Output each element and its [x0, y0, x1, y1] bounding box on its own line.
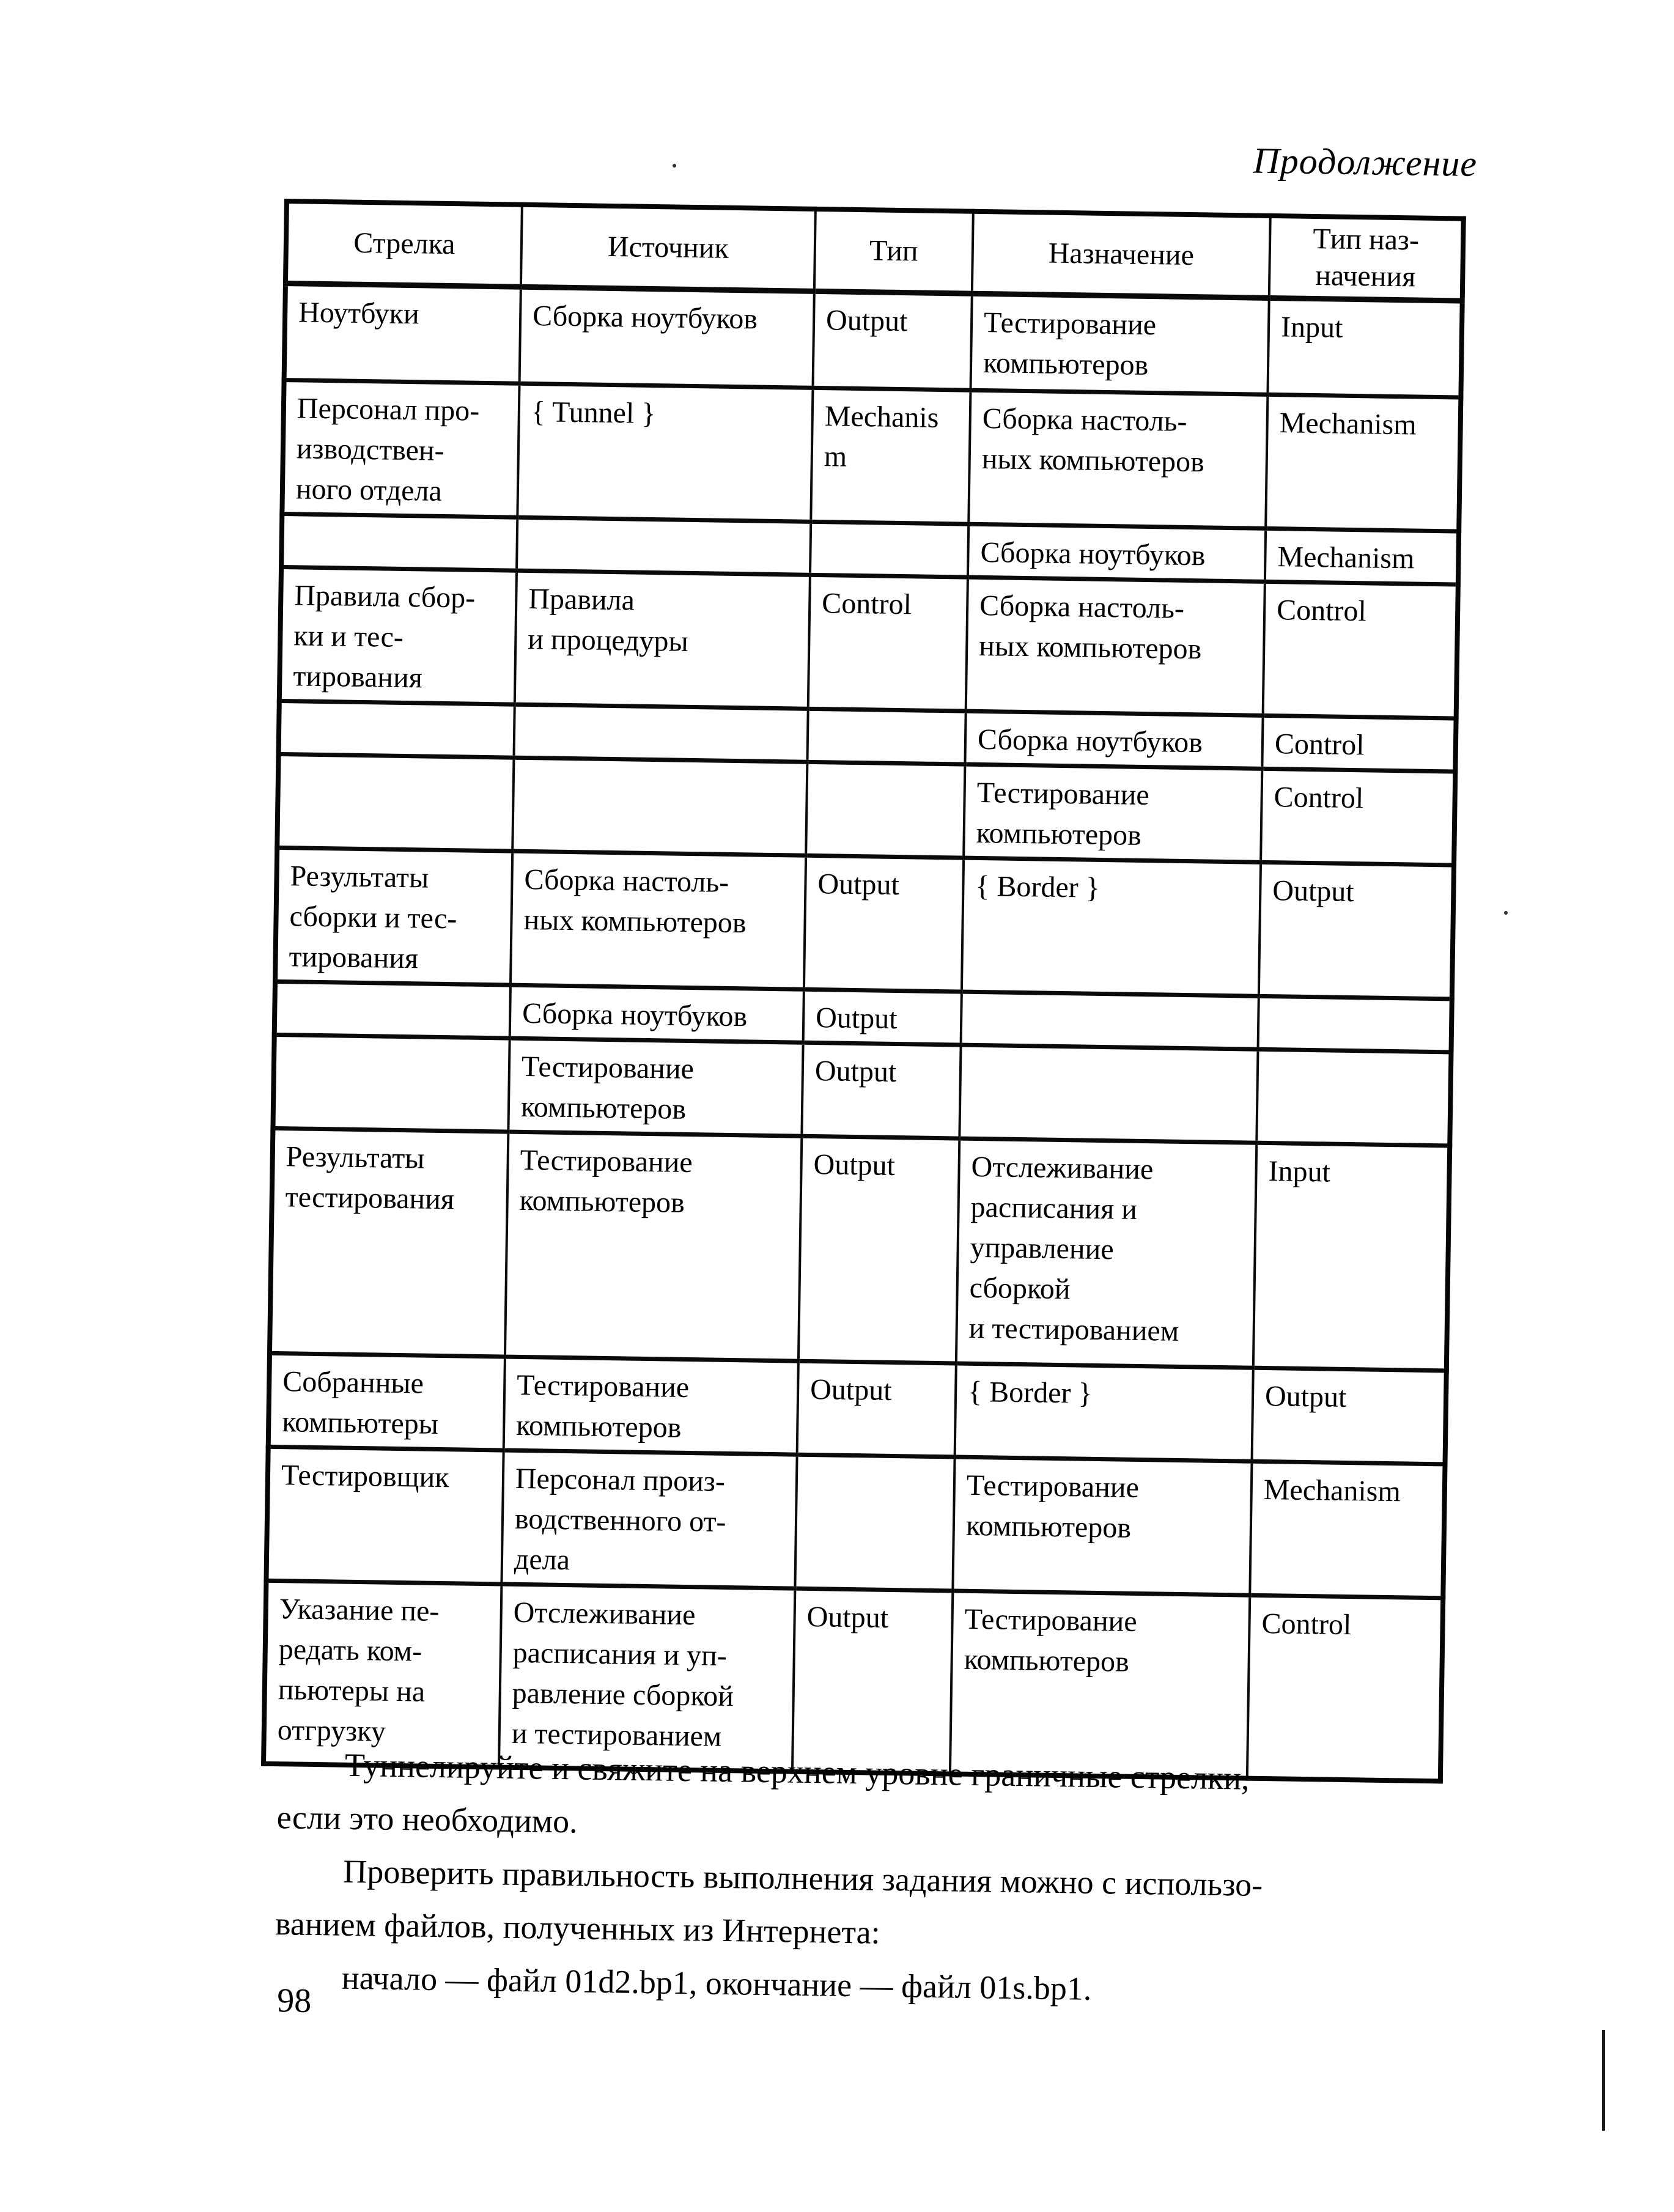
table-cell: Сборка настоль- ных компьютеров — [511, 851, 806, 989]
table-cell: Сборка ноутбуков — [968, 524, 1266, 581]
table-cell: Mechanism — [1265, 528, 1459, 584]
body-text — [274, 1738, 1458, 2021]
table-cell: Сборка настоль- ных компьютеров — [968, 390, 1267, 528]
table-cell: Output — [813, 291, 972, 390]
table-cell: Сборка настоль- ных компьютеров — [966, 577, 1265, 715]
table-row — [270, 1128, 1450, 1371]
table-cell — [810, 522, 968, 577]
table-cell: Правила и процедуры — [515, 570, 810, 709]
column-header-source: Источник — [521, 205, 816, 291]
paragraph: начало — файл 01d2.bp1, окончание — файл 01s.bp1. — [341, 1959, 1092, 2007]
table-cell: Control — [1262, 715, 1456, 772]
table-cell: Правила сбор- ки и тес- тирования — [279, 567, 517, 704]
table-cell: Output — [802, 1042, 961, 1138]
table-row — [282, 380, 1461, 531]
table-cell: Тестирование компьютеров — [953, 1456, 1252, 1594]
table-cell: Собранные компьютеры — [268, 1353, 505, 1450]
scan-artifact — [673, 164, 676, 168]
table-cell: Control — [1261, 769, 1455, 865]
table-cell: Тестирование компьютеров — [505, 1132, 802, 1361]
column-header-type: Тип — [814, 209, 973, 293]
table-cell: Mechanism — [1250, 1461, 1445, 1598]
table-cell: Тестирование компьютеров — [504, 1357, 798, 1454]
table-cell — [1256, 1049, 1451, 1146]
column-header-destination-type: Тип наз- начения — [1269, 216, 1464, 301]
table-cell: Сборка ноутбуков — [510, 985, 804, 1042]
table-cell: Output — [1252, 1368, 1447, 1464]
scan-artifact — [1504, 911, 1508, 915]
table-cell: Control — [1247, 1595, 1443, 1782]
table-row — [284, 283, 1462, 397]
table-cell: { Tunnel } — [517, 383, 813, 522]
column-header-arrow: Стрелка — [286, 201, 522, 287]
page-number: 98 — [276, 1982, 312, 2020]
table-cell — [275, 981, 511, 1038]
table-cell: Персонал произ- водственного от- дела — [501, 1450, 797, 1588]
table-cell — [795, 1454, 954, 1591]
paragraph: Проверить правильность выполнения задания можно с использо- ванием файлов, полученных из Интернета: — [275, 1853, 1263, 1951]
table-cell — [277, 754, 514, 851]
table-cell: { Border } — [955, 1363, 1253, 1461]
table-cell: Ноутбуки — [284, 283, 521, 383]
table-cell: Тестирование компьютеров — [964, 764, 1262, 862]
table-cell: Output — [803, 989, 962, 1045]
table-cell — [959, 1045, 1258, 1143]
table-cell — [281, 514, 517, 570]
table-cell: Тестирование компьютеров — [970, 293, 1269, 394]
table-cell: Mechanism — [1266, 394, 1461, 531]
table-cell — [279, 701, 515, 758]
table-row — [277, 754, 1455, 865]
table-cell: Сборка ноутбуков — [520, 287, 814, 388]
table-cell: { Border } — [962, 858, 1261, 996]
table-row — [275, 847, 1454, 999]
table-cell — [514, 704, 808, 762]
table-cell: Output — [798, 1136, 959, 1363]
table-row — [266, 1447, 1445, 1598]
table-cell: Отслеживание расписания и управление сборкой и тестированием — [956, 1138, 1256, 1368]
arrows-table — [261, 199, 1466, 1783]
table-cell — [512, 758, 807, 855]
table-cell: Сборка ноутбуков — [965, 711, 1263, 769]
table-cell: Control — [808, 575, 968, 711]
table-cell: Результаты тестирования — [270, 1128, 508, 1357]
table-cell: Input — [1253, 1143, 1450, 1371]
table-cell: Input — [1267, 298, 1462, 397]
table-row — [268, 1353, 1447, 1464]
table-cell: Control — [1263, 581, 1458, 718]
continuation-heading: Продолжение — [1253, 140, 1478, 184]
table-cell: Output — [804, 855, 964, 992]
paragraph: Туннелируйте и свяжите на верхнем уровне граничные стрелки, если это необходимо. — [276, 1746, 1250, 1840]
table-cell: Указание пе- редать ком- пьютеры на отгрузку — [264, 1580, 501, 1768]
table-cell — [517, 517, 811, 575]
table-cell — [806, 762, 965, 858]
table-cell: Отслеживание расписания и уп- равление сборкой и тестированием — [499, 1584, 795, 1772]
table-cell: Output — [797, 1361, 956, 1457]
table-cell: Output — [1259, 862, 1454, 999]
table-cell — [961, 992, 1259, 1049]
table-row — [279, 567, 1458, 718]
table-cell: Mechanis m — [811, 388, 970, 524]
table-row — [273, 1034, 1451, 1146]
table-cell: Тестировщик — [266, 1447, 503, 1584]
table-cell — [273, 1034, 509, 1132]
table-cell — [1258, 996, 1452, 1052]
table-cell: Тестирование компьютеров — [950, 1590, 1250, 1778]
table-cell: Output — [792, 1588, 953, 1774]
table-cell — [807, 709, 965, 764]
table-cell: Персонал про- изводствен- ного отдела — [282, 380, 519, 517]
column-header-destination: Назначение — [972, 212, 1270, 298]
scan-artifact — [1602, 2030, 1605, 2131]
table-cell: Результаты сборки и тес- тирования — [275, 847, 512, 985]
table-cell: Тестирование компьютеров — [508, 1038, 803, 1136]
